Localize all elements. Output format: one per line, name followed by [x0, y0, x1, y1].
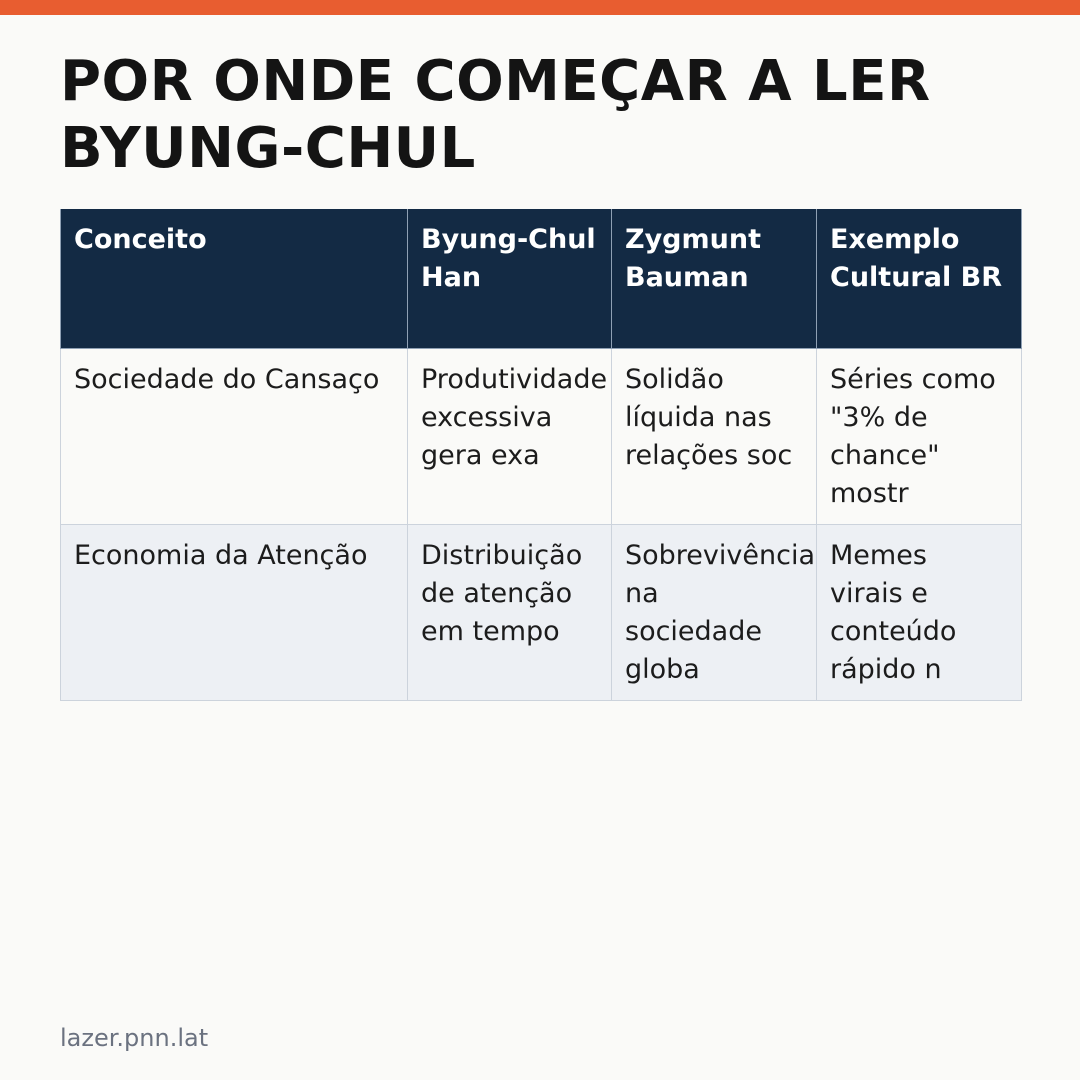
table-cell: Memes virais e conteúdo rápido n: [817, 524, 1022, 700]
page-title: POR ONDE COMEÇAR A LER BYUNG-CHUL: [60, 49, 931, 181]
column-header-exemplo-cultural: Exemplo Cultural BR: [817, 209, 1022, 348]
table-cell: Distribuição de atenção em tempo: [408, 524, 612, 700]
table-cell: Séries como "3% de chance" mostr: [817, 348, 1022, 524]
table-header-row: [61, 209, 1022, 348]
table-row: [61, 524, 1022, 700]
footer-domain: lazer.pnn.lat: [60, 1024, 209, 1052]
table-cell: Sociedade do Cansaço: [61, 348, 408, 524]
table-cell: Solidão líquida nas relações soc: [612, 348, 817, 524]
table-row: [61, 348, 1022, 524]
comparison-table: [60, 209, 1022, 701]
column-header-byung-chul-han: Byung-Chul Han: [408, 209, 612, 348]
table-cell: Economia da Atenção: [61, 524, 408, 700]
table-cell: Sobrevivência na sociedade globa: [612, 524, 817, 700]
column-header-zygmunt-bauman: Zygmunt Bauman: [612, 209, 817, 348]
column-header-conceito: Conceito: [61, 209, 408, 348]
table-cell: Produtividade excessiva gera exa: [408, 348, 612, 524]
top-accent-bar: [0, 0, 1080, 15]
